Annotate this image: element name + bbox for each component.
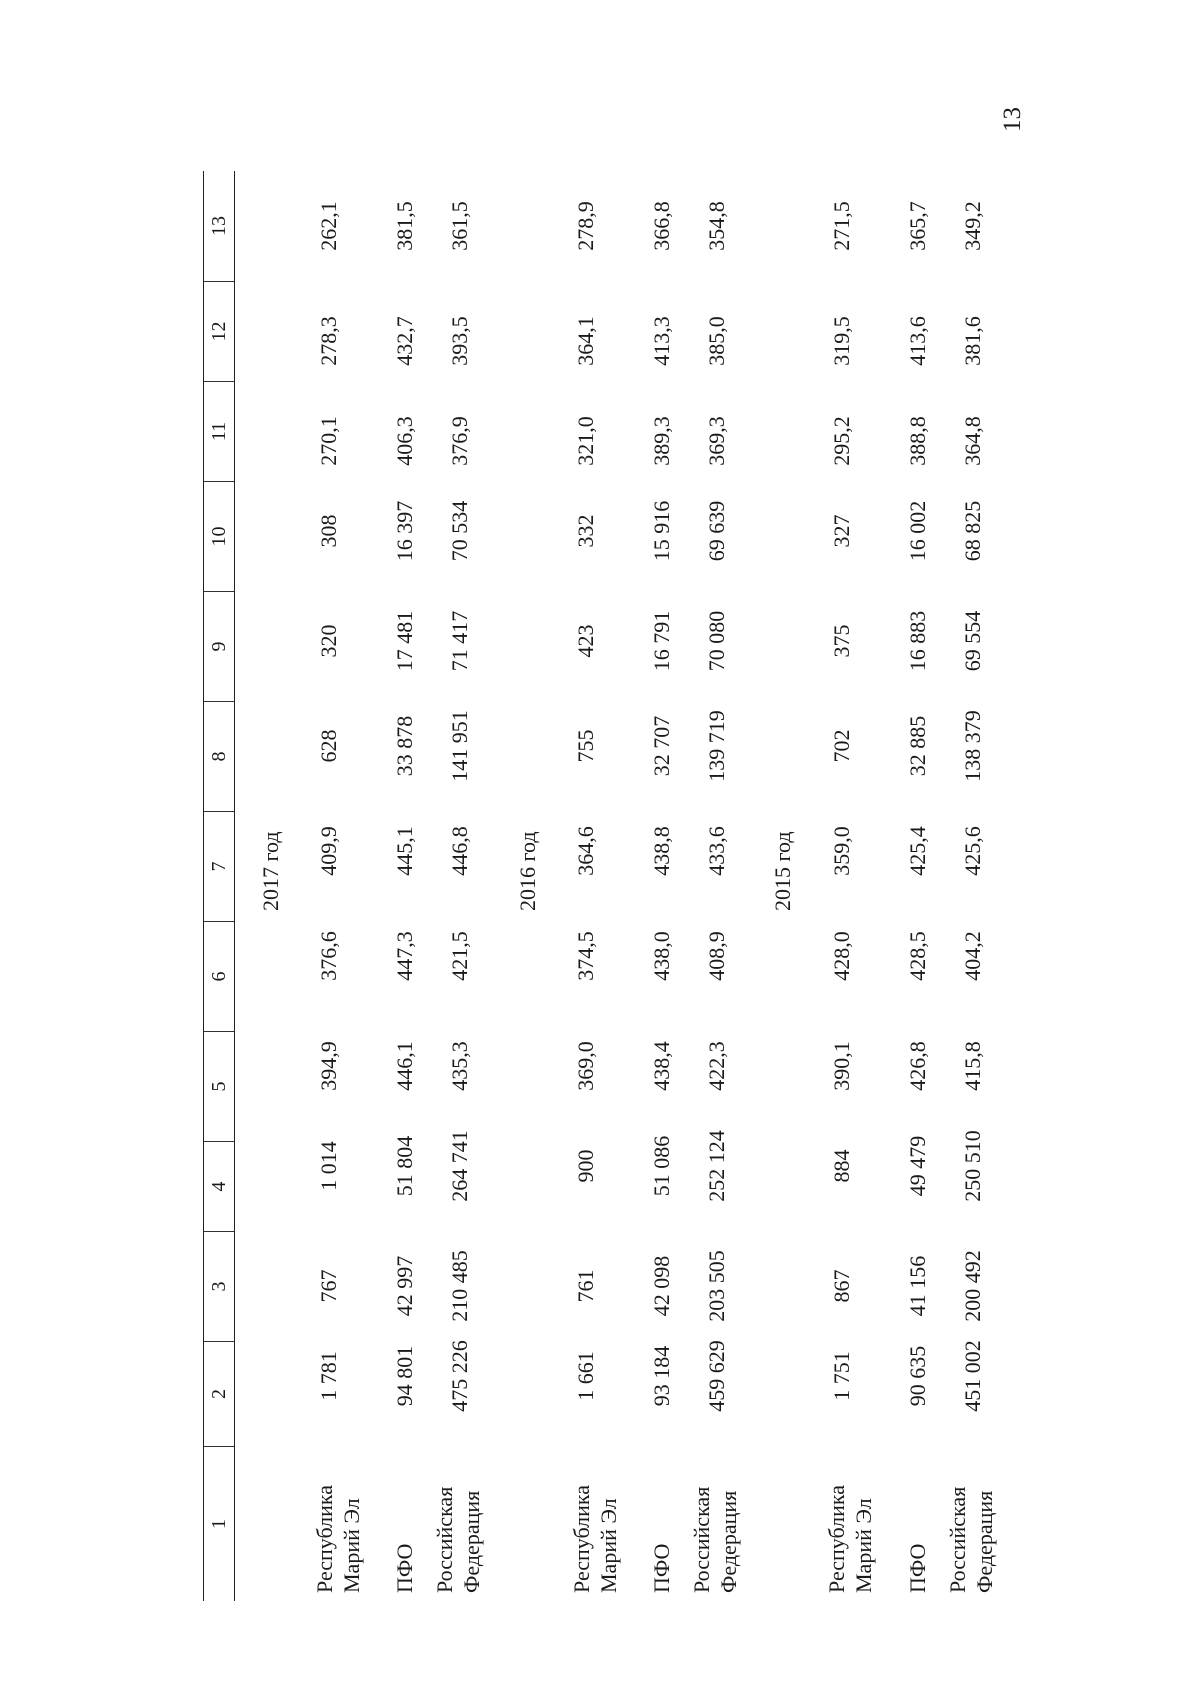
table-cell: 320 — [316, 624, 341, 658]
table-cell: 278,3 — [316, 316, 341, 366]
table-cell: 210 485 — [447, 1250, 472, 1322]
table-cell: 422,3 — [704, 1041, 729, 1091]
header-cell-7: 7 — [204, 811, 234, 921]
table-cell: 327 — [829, 514, 854, 548]
table-cell: 16 791 — [649, 610, 674, 672]
row-label: Российская Федерация — [945, 1486, 997, 1593]
table-cell: 408,9 — [704, 931, 729, 981]
header-cell-8: 8 — [204, 701, 234, 811]
table-cell: 884 — [829, 1149, 854, 1183]
table-cell: 90 635 — [905, 1345, 930, 1407]
table-cell: 423 — [573, 624, 598, 658]
table-cell: 51 804 — [392, 1135, 417, 1197]
header-cell-11: 11 — [204, 381, 234, 481]
table-cell: 1 781 — [316, 1351, 341, 1401]
table-cell: 446,1 — [392, 1041, 417, 1091]
table-cell: 426,8 — [905, 1041, 930, 1091]
table-cell: 68 825 — [960, 500, 985, 562]
section-year: 2016 год — [515, 831, 540, 911]
table-cell: 475 226 — [447, 1340, 472, 1412]
table-cell: 141 951 — [447, 710, 472, 782]
header-cell-4: 4 — [204, 1141, 234, 1231]
table-cell: 321,0 — [573, 416, 598, 466]
header-cell-6: 6 — [204, 921, 234, 1031]
table-cell: 1 751 — [829, 1351, 854, 1401]
table-cell: 376,9 — [447, 416, 472, 466]
table-cell: 702 — [829, 729, 854, 763]
table-cell: 308 — [316, 514, 341, 548]
table-cell: 1 014 — [316, 1141, 341, 1191]
table-cell: 435,3 — [447, 1041, 472, 1091]
table-cell: 438,4 — [649, 1041, 674, 1091]
table-cell: 69 639 — [704, 500, 729, 562]
table-cell: 364,1 — [573, 316, 598, 366]
table-cell: 71 417 — [447, 610, 472, 672]
table-cell: 628 — [316, 729, 341, 763]
table-cell: 17 481 — [392, 610, 417, 672]
row-label: ПФО — [392, 1543, 417, 1593]
table-cell: 200 492 — [960, 1250, 985, 1322]
row-label: ПФО — [905, 1543, 930, 1593]
table-cell: 381,6 — [960, 316, 985, 366]
table-cell: 42 098 — [649, 1255, 674, 1317]
table-cell: 364,8 — [960, 416, 985, 466]
table-cell: 332 — [573, 514, 598, 548]
table-cell: 755 — [573, 729, 598, 763]
table-cell: 446,8 — [447, 826, 472, 876]
table-cell: 1 661 — [573, 1351, 598, 1401]
table-cell: 349,2 — [960, 201, 985, 251]
table-cell: 139 719 — [704, 710, 729, 782]
table-cell: 295,2 — [829, 416, 854, 466]
table-cell: 42 997 — [392, 1255, 417, 1317]
table-cell: 421,5 — [447, 931, 472, 981]
table-cell: 365,7 — [905, 201, 930, 251]
table-cell: 425,6 — [960, 826, 985, 876]
table-cell: 70 080 — [704, 610, 729, 672]
table-cell: 319,5 — [829, 316, 854, 366]
header-cell-3: 3 — [204, 1231, 234, 1341]
table-cell: 393,5 — [447, 316, 472, 366]
table-cell: 767 — [316, 1269, 341, 1303]
table-cell: 70 534 — [447, 500, 472, 562]
table-cell: 361,5 — [447, 201, 472, 251]
table-cell: 389,3 — [649, 416, 674, 466]
table-cell: 41 156 — [905, 1255, 930, 1317]
table-cell: 459 629 — [704, 1340, 729, 1412]
table-cell: 369,0 — [573, 1041, 598, 1091]
table-cell: 138 379 — [960, 710, 985, 782]
table-cell: 270,1 — [316, 416, 341, 466]
table-cell: 438,8 — [649, 826, 674, 876]
table-cell: 271,5 — [829, 201, 854, 251]
table-cell: 364,6 — [573, 826, 598, 876]
table-cell: 428,0 — [829, 931, 854, 981]
table-cell: 413,6 — [905, 316, 930, 366]
table-cell: 409,9 — [316, 826, 341, 876]
table-cell: 415,8 — [960, 1041, 985, 1091]
header-cell-9: 9 — [204, 591, 234, 701]
table-cell: 438,0 — [649, 931, 674, 981]
table-cell: 33 878 — [392, 715, 417, 777]
page-number: 13 — [999, 107, 1026, 132]
table-cell: 413,3 — [649, 316, 674, 366]
header-cell-1: 1 — [204, 1446, 234, 1601]
table-cell: 366,8 — [649, 201, 674, 251]
row-label: Республика Марий Эл — [824, 1484, 876, 1593]
table-cell: 369,3 — [704, 416, 729, 466]
table-cell: 432,7 — [392, 316, 417, 366]
row-label: Российская Федерация — [689, 1486, 741, 1593]
table-cell: 93 184 — [649, 1345, 674, 1407]
table-cell: 445,1 — [392, 826, 417, 876]
table-cell: 15 916 — [649, 500, 674, 562]
table-cell: 425,4 — [905, 826, 930, 876]
table-cell: 32 885 — [905, 715, 930, 777]
section-year: 2017 год — [258, 831, 283, 911]
table-cell: 376,6 — [316, 931, 341, 981]
table-cell: 16 397 — [392, 500, 417, 562]
table-cell: 406,3 — [392, 416, 417, 466]
header-cell-13: 13 — [208, 216, 230, 236]
table-cell: 404,2 — [960, 931, 985, 981]
row-label: Российская Федерация — [432, 1486, 484, 1593]
row-label: Республика Марий Эл — [569, 1484, 621, 1593]
table-cell: 262,1 — [316, 201, 341, 251]
table-cell: 16 883 — [905, 610, 930, 672]
header-cell-12: 12 — [204, 281, 234, 381]
table-cell: 900 — [573, 1149, 598, 1183]
table-cell: 250 510 — [960, 1130, 985, 1202]
table-cell: 451 002 — [960, 1340, 985, 1412]
header-cell-2: 2 — [204, 1341, 234, 1446]
row-label: Республика Марий Эл — [312, 1484, 364, 1593]
table-cell: 447,3 — [392, 931, 417, 981]
section-year: 2015 год — [770, 831, 795, 911]
table-header — [203, 171, 235, 1601]
table-cell: 388,8 — [905, 416, 930, 466]
statistics-table — [203, 171, 1033, 1601]
table-cell: 867 — [829, 1269, 854, 1303]
table-cell: 354,8 — [704, 201, 729, 251]
table-cell: 374,5 — [573, 931, 598, 981]
table-cell: 761 — [573, 1269, 598, 1303]
table-cell: 428,5 — [905, 931, 930, 981]
table-cell: 359,0 — [829, 826, 854, 876]
header-cell-5: 5 — [204, 1031, 234, 1141]
table-cell: 51 086 — [649, 1135, 674, 1197]
table-cell: 381,5 — [392, 201, 417, 251]
table-cell: 385,0 — [704, 316, 729, 366]
table-cell: 94 801 — [392, 1345, 417, 1407]
table-cell: 32 707 — [649, 715, 674, 777]
table-cell: 394,9 — [316, 1041, 341, 1091]
table-cell: 375 — [829, 624, 854, 658]
row-label: ПФО — [649, 1543, 674, 1593]
table-cell: 278,9 — [573, 201, 598, 251]
table-cell: 69 554 — [960, 610, 985, 672]
table-cell: 203 505 — [704, 1250, 729, 1322]
header-cell-10: 10 — [204, 481, 234, 591]
table-cell: 252 124 — [704, 1130, 729, 1202]
table-cell: 49 479 — [905, 1135, 930, 1197]
table-cell: 16 002 — [905, 500, 930, 562]
table-cell: 390,1 — [829, 1041, 854, 1091]
table-cell: 433,6 — [704, 826, 729, 876]
table-cell: 264 741 — [447, 1130, 472, 1202]
